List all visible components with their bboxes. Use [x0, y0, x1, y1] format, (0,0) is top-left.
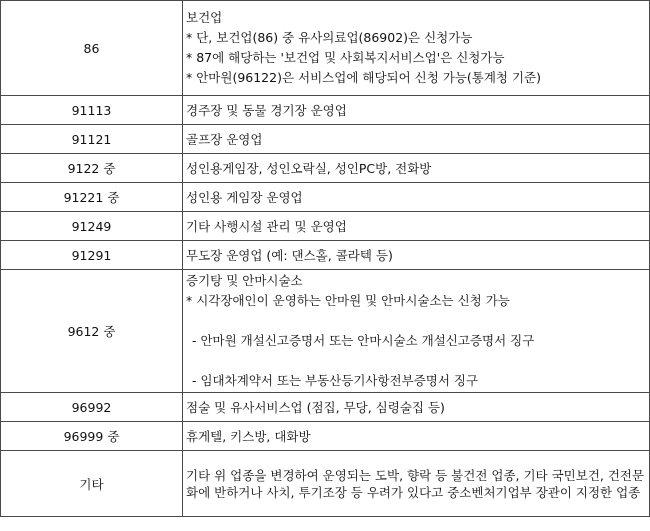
table-row — [1, 451, 650, 517]
industry-description: 기타 사행시설 관리 및 운영업 — [183, 212, 650, 241]
description-line: - 임대차계약서 또는 부동산등기사항전부증명서 징구 — [192, 373, 479, 388]
industry-code: 91121 — [1, 125, 183, 154]
industry-code: 9122 중 — [1, 154, 183, 183]
industry-code: 91113 — [1, 96, 183, 125]
industry-code: 9612 중 — [1, 270, 183, 393]
description-line — [186, 351, 646, 371]
industry-code: 86 — [1, 1, 183, 96]
industry-description — [183, 451, 650, 517]
industry-code: 91249 — [1, 212, 183, 241]
description-line: - 안마원 개설신고증명서 또는 안마시술소 개설신고증명서 징구 — [192, 333, 535, 348]
table-row — [1, 96, 650, 125]
table-row — [1, 125, 650, 154]
industry-code: 91221 중 — [1, 183, 183, 212]
table-row — [1, 1, 650, 96]
description-line: * 87에 해당하는 '보건업 및 사회복지서비스업'은 신청가능 — [186, 50, 505, 65]
industry-code: 기타 — [1, 451, 183, 517]
table-row — [1, 212, 650, 241]
table-row — [1, 393, 650, 422]
industry-description: 성인용게임장, 성인오락실, 성인PC방, 전화방 — [183, 154, 650, 183]
table-row — [1, 422, 650, 451]
industry-description — [183, 270, 650, 393]
industry-code: 96999 중 — [1, 422, 183, 451]
industry-description: 경주장 및 동물 경기장 운영업 — [183, 96, 650, 125]
description-line: * 시각장애인이 운영하는 안마원 및 안마시술소는 신청 가능 — [186, 293, 510, 308]
description-line: * 안마원(96122)은 서비스업에 해당되어 신청 가능(통계청 기준) — [186, 70, 542, 85]
industry-description: 점술 및 유사서비스업 (점집, 무당, 심령술집 등) — [183, 393, 650, 422]
description-line: * 단, 보건업(86) 중 유사의료업(86902)은 신청가능 — [186, 30, 473, 45]
industry-description: 무도장 운영업 (예: 댄스홀, 콜라텍 등) — [183, 241, 650, 270]
industry-description — [183, 1, 650, 96]
table-row — [1, 241, 650, 270]
table-row — [1, 154, 650, 183]
industry-code: 91291 — [1, 241, 183, 270]
industry-description: 성인용 게임장 운영업 — [183, 183, 650, 212]
table-row — [1, 270, 650, 393]
description-paragraph: 기타 위 업종을 변경하여 운영되는 도박, 향락 등 불건전 업종, 기타 국민보건, 건전문화에 반하거나 사치, 투기조장 등 우려가 있다고 중소벤처기업부 장관이 지정한 업종 — [186, 467, 645, 500]
description-line: 보건업 — [186, 10, 223, 25]
industry-description: 휴게텔, 키스방, 대화방 — [183, 422, 650, 451]
table-row — [1, 183, 650, 212]
description-line: 증기탕 및 안마시술소 — [186, 273, 303, 288]
description-line — [186, 311, 646, 331]
industry-code: 96992 — [1, 393, 183, 422]
industry-description: 골프장 운영업 — [183, 125, 650, 154]
